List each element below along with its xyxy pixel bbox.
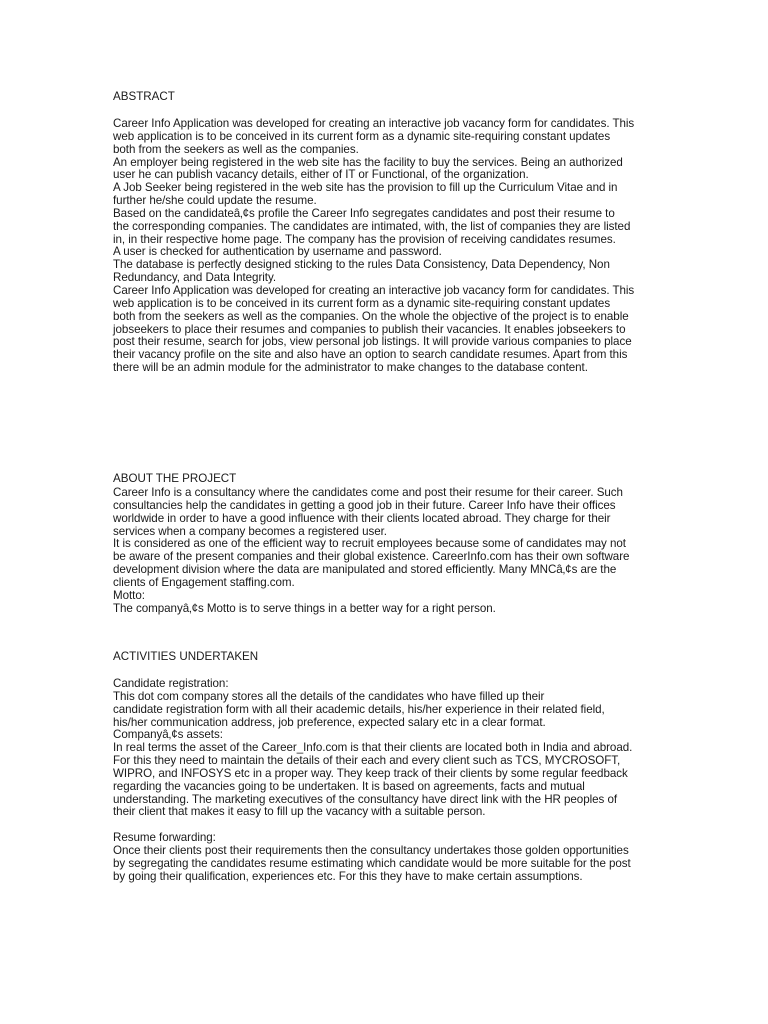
activities-line: understanding. The marketing executives of the consultancy have direct link with the HR peoples of	[113, 792, 618, 806]
abstract-line: user he can publish vacancy details, either of IT or Functional, of the organization.	[113, 168, 529, 182]
about-line: services when a company becomes a registered user.	[113, 524, 387, 538]
about-line: clients of Engagement staffing.com.	[113, 575, 295, 589]
abstract-line: both from the seekers as well as the companies. On the whole the objective of the project is to enable	[113, 309, 629, 323]
activities-body	[113, 678, 633, 884]
abstract-line: A Job Seeker being registered in the web site has the provision to fill up the Curriculum Vitae and in	[113, 181, 618, 195]
about-heading: ABOUT THE PROJECT	[113, 472, 237, 485]
abstract-line: Career Info Application was developed for creating an interactive job vacancy form for candidates. This	[113, 117, 635, 130]
abstract-line: in, in their respective home page. The company has the provision of receiving candidates resumes.	[113, 232, 616, 246]
abstract-line: jobseekers to place their resumes and companies to publish their vacancies. It enables jobseekers to	[113, 322, 626, 336]
motto-label: Motto:	[113, 588, 145, 602]
activities-line: his/her communication address, job preference, expected salary etc in a clear format.	[113, 715, 546, 729]
about-line: be aware of the present companies and their global existence. CareerInfo.com has their own software	[113, 550, 630, 564]
abstract-heading: ABSTRACT	[113, 90, 175, 103]
abstract-line: The database is perfectly designed sticking to the rules Data Consistency, Data Dependency, Non	[113, 258, 610, 272]
about-line: Career Info is a consultancy where the candidates come and post their resume for their career. Such	[113, 486, 623, 499]
activities-heading: ACTIVITIES UNDERTAKEN	[113, 650, 259, 663]
abstract-line: further he/she could update the resume.	[113, 194, 317, 208]
about-body	[113, 487, 633, 615]
motto-text: The companyâ‚¢s Motto is to serve things in a better way for a right person.	[113, 601, 496, 615]
abstract-line: their vacancy profile on the site and also have an option to search candidate resumes. Apart from this	[113, 348, 628, 362]
abstract-line: both from the seekers as well as the companies.	[113, 142, 359, 156]
activities-line: WIPRO, and INFOSYS etc in a proper way. They keep track of their clients by some regular feedback	[113, 766, 628, 780]
activities-line: candidate registration form with all their academic details, his/her experience in their related field,	[113, 702, 605, 716]
about-line: consultancies help the candidates in getting a good job in their future. Career Info have their offices	[113, 498, 616, 512]
activities-line: their client that makes it easy to fill up the vacancy with a suitable person.	[113, 805, 486, 819]
activities-line: This dot com company stores all the details of the candidates who have filled up their	[113, 689, 545, 703]
assets-subheading: Companyâ‚¢s assets:	[113, 728, 223, 742]
abstract-line: web application is to be conceived in its current form as a dynamic site-requiring constant updates	[113, 296, 611, 310]
about-line: development division where the data are manipulated and stored efficiently. Many MNCâ‚¢s are the	[113, 563, 617, 577]
activities-line: regarding the vacancies going to be undertaken. It is based on agreements, facts and mutual	[113, 779, 585, 793]
forwarding-subheading: Resume forwarding:	[113, 831, 216, 845]
activities-line: Once their clients post their requirements then the consultancy undertakes those golden opportunities	[113, 843, 629, 857]
abstract-line: there will be an admin module for the administrator to make changes to the database content.	[113, 361, 588, 375]
abstract-line: An employer being registered in the web site has the facility to buy the services. Being an authorized	[113, 155, 623, 169]
registration-subheading: Candidate registration:	[113, 677, 229, 690]
about-line: worldwide in order to have a good influence with their clients located abroad. They charge for their	[113, 511, 611, 525]
abstract-line: A user is checked for authentication by username and password.	[113, 245, 442, 259]
abstract-line: post their resume, search for jobs, view personal job listings. It will provide various companies to place	[113, 335, 632, 349]
abstract-line: Redundancy, and Data Integrity.	[113, 271, 277, 285]
activities-line: In real terms the asset of the Career_Info.com is that their clients are located both in India and abroad.	[113, 741, 633, 755]
activities-line: For this they need to maintain the details of their each and every client such as TCS, MYCROSOFT,	[113, 754, 621, 768]
abstract-body	[113, 118, 633, 375]
document-page	[113, 0, 633, 1024]
abstract-line: the corresponding companies. The candidates are intimated, with, the list of companies they are listed	[113, 219, 631, 233]
abstract-line: web application is to be conceived in its current form as a dynamic site-requiring constant updates	[113, 129, 611, 143]
activities-line: by segregating the candidates resume estimating which candidate would be more suitable for the post	[113, 856, 631, 870]
activities-line: by going their qualification, experiences etc. For this they have to make certain assumptions.	[113, 869, 583, 883]
abstract-line: Based on the candidateâ‚¢s profile the Career Info segregates candidates and post their resume to	[113, 206, 615, 220]
abstract-line: Career Info Application was developed for creating an interactive job vacancy form for candidates. This	[113, 283, 635, 297]
about-line: It is considered as one of the efficient way to recruit employees because some of candidates may not	[113, 537, 626, 551]
